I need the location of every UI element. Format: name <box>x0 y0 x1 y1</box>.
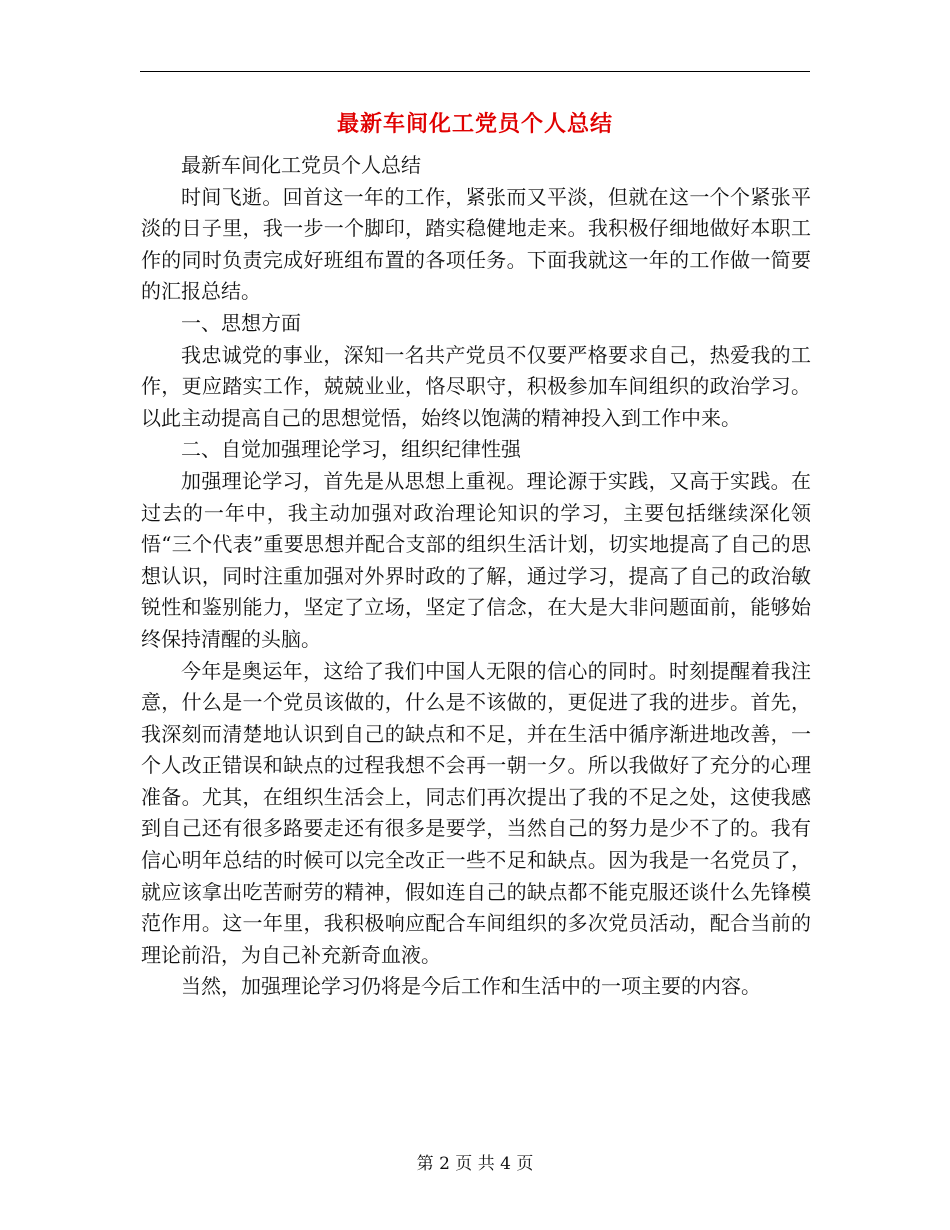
paragraph-intro: 时间飞逝。回首这一年的工作，紧张而又平淡，但就在这一个个紧张平淡的日子里，我一步一个脚印，踏实稳健地走来。我积极仔细地做好本职工作的同时负责完成好班组布置的各项任务。下面我就这一年的工作做一简要的汇报总结。 <box>141 184 811 304</box>
section-heading-thought: 一、思想方面 <box>181 310 301 335</box>
paragraph-thought: 我忠诚党的事业，深知一名共产党员不仅要严格要求自己，热爱我的工作，更应踏实工作，兢兢业业，恪尽职守，积极参加车间组织的政治学习。以此主动提高自己的思想觉悟，始终以饱满的精神投入到工作中来。 <box>141 342 811 430</box>
section-heading-theory: 二、自觉加强理论学习，组织纪律性强 <box>181 437 521 462</box>
paragraph-olympic-year: 今年是奥运年，这给了我们中国人无限的信心的同时。时刻提醒着我注意，什么是一个党员该做的，什么是不该做的，更促进了我的进步。首先，我深刻而清楚地认识到自己的缺点和不足，并在生活中循序渐进地改善，一个人改正错误和缺点的过程我想不会再一朝一夕。所以我做好了充分的心理准备。尤其，在组织生活会上，同志们再次提出了我的不足之处，这使我感到自己还有很多路要走还有很多是要学，当然自己的努力是少不了的。我有信心明年总结的时候可以完全改正一些不足和缺点。因为我是一名党员了，就应该拿出吃苦耐劳的精神，假如连自己的缺点都不能克服还谈什么先锋模范作用。这一年里，我积极响应配合车间组织的多次党员活动，配合当前的理论前沿，为自己补充新奇血液。 <box>141 658 811 967</box>
paragraph-theory: 加强理论学习，首先是从思想上重视。理论源于实践，又高于实践。在过去的一年中，我主动加强对政治理论知识的学习，主要包括继续深化领悟“三个代表”重要思想并配合支部的组织生活计划，切实地提高了自己的思想认识，同时注重加强对外界时政的了解，通过学习，提高了自己的政治敏锐性和鉴别能力，坚定了立场，坚定了信念，在大是大非问题面前，能够始终保持清醒的头脑。 <box>141 468 811 651</box>
document-title: 最新车间化工党员个人总结 <box>336 112 613 137</box>
header-rule <box>140 71 810 72</box>
paragraph-subtitle: 最新车间化工党员个人总结 <box>181 153 421 177</box>
page-number-footer: 第 2 页 共 4 页 <box>416 1154 534 1174</box>
paragraph-conclusion: 当然，加强理论学习仍将是今后工作和生活中的一项主要的内容。 <box>181 974 761 999</box>
document-body <box>141 150 811 1003</box>
